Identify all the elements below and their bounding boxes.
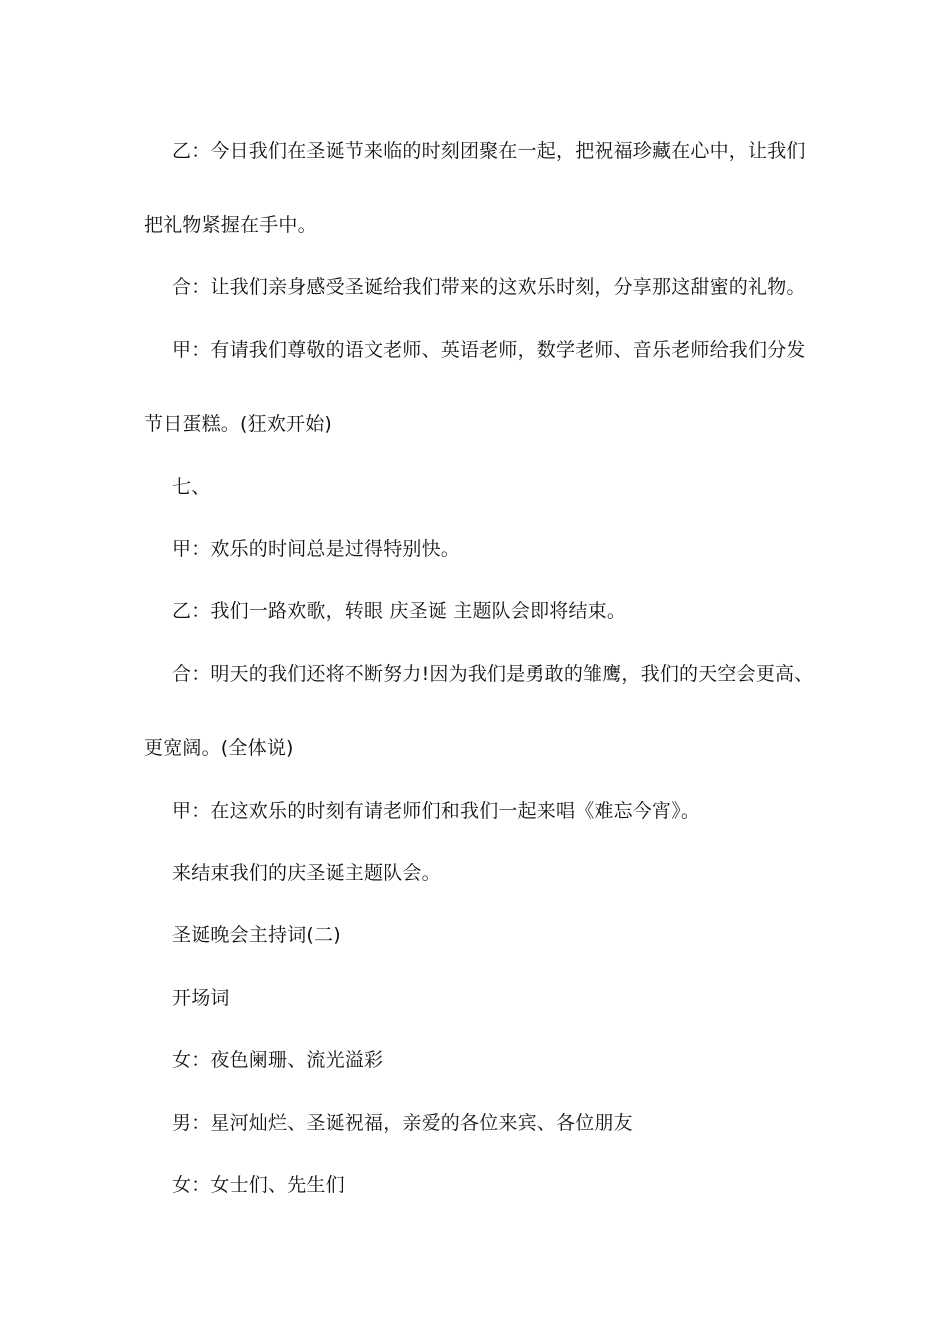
paragraph-line: 节日蛋糕。(狂欢开始) [144, 413, 333, 435]
paragraph-line: 乙：今日我们在圣诞节来临的时刻团聚在一起，把祝福珍藏在心中，让我们 [172, 140, 806, 162]
section-heading: 圣诞晚会主持词(二) [172, 924, 341, 946]
paragraph-line: 女：夜色阑珊、流光溢彩 [172, 1049, 384, 1071]
paragraph-line: 合：明天的我们还将不断努力!因为我们是勇敢的雏鹰，我们的天空会更高、 [172, 663, 814, 685]
paragraph-line: 把礼物紧握在手中。 [144, 214, 317, 236]
paragraph-line: 更宽阔。(全体说) [144, 737, 294, 759]
paragraph-line: 女：女士们、先生们 [172, 1174, 345, 1196]
paragraph-line: 甲：在这欢乐的时刻有请老师们和我们一起来唱《难忘今宵》。 [172, 800, 701, 822]
paragraph-line: 合：让我们亲身感受圣诞给我们带来的这欢乐时刻，分享那这甜蜜的礼物。 [172, 276, 806, 298]
paragraph-line: 乙：我们一路欢歌，转眼 庆圣诞 主题队会即将结束。 [172, 600, 627, 622]
section-subheading: 开场词 [172, 987, 230, 1009]
paragraph-line: 男：星河灿烂、圣诞祝福，亲爱的各位来宾、各位朋友 [172, 1112, 633, 1134]
paragraph-line: 来结束我们的庆圣诞主题队会。 [172, 862, 441, 884]
paragraph-line: 甲：欢乐的时间总是过得特别快。 [172, 538, 461, 560]
paragraph-line: 甲：有请我们尊敬的语文老师、英语老师，数学老师、音乐老师给我们分发 [172, 339, 806, 361]
section-number: 七、 [172, 476, 211, 498]
